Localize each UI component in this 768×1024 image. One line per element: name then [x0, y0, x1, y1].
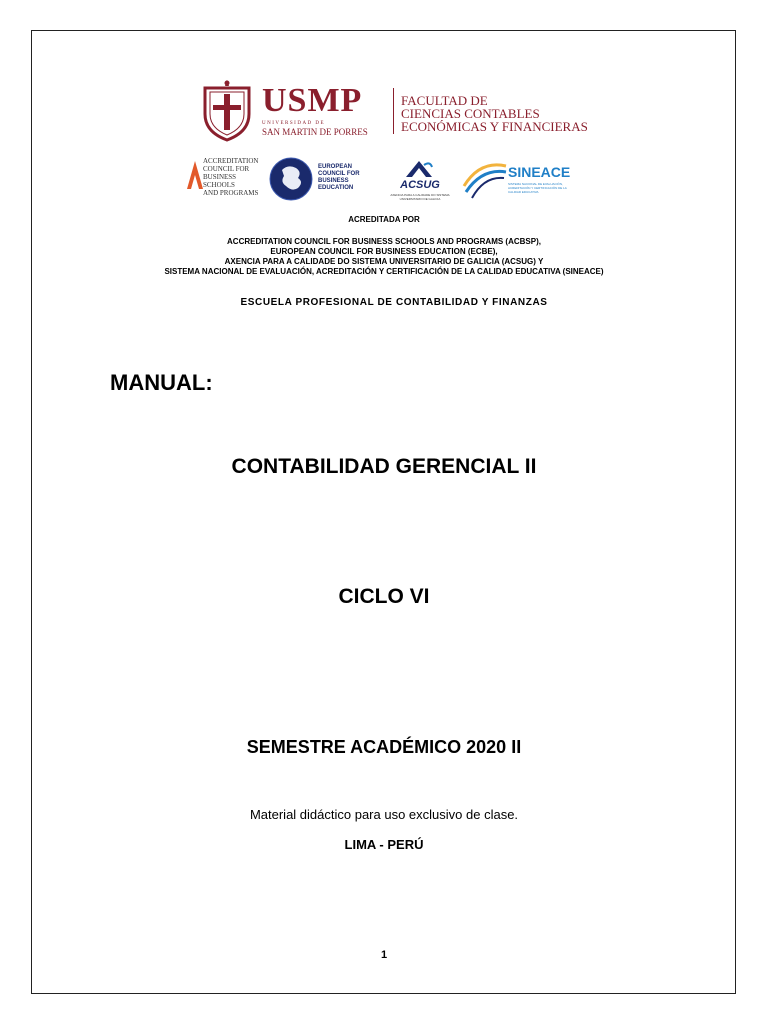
cycle-label: CICLO VI: [338, 585, 430, 608]
faculty-name: FACULTAD DE CIENCIAS CONTABLES ECONÓMICAS Y FINANCIERAS: [401, 93, 588, 134]
accredited-by-heading: ACREDITADA POR: [348, 215, 420, 224]
page-number: 1: [380, 949, 388, 961]
acsug-mark-icon: [404, 159, 434, 179]
school-name: ESCUELA PROFESIONAL DE CONTABILIDAD Y FINANZAS: [240, 297, 548, 308]
ecbe-logo: EUROPEAN COUNCIL FOR BUSINESS EDUCATION: [268, 156, 380, 204]
usmp-logo: [199, 78, 594, 142]
location-label: LIMA - PERÚ: [344, 837, 424, 852]
accreditation-line: AXENCIA PARA A CALIDADE DO SISTEMA UNIVERSITARIO DE GALICIA (ACSUG) Y: [224, 257, 544, 266]
manual-label: MANUAL:: [110, 370, 213, 395]
material-note: Material didáctico para uso exclusivo de clase.: [249, 807, 519, 822]
logo-divider: [393, 88, 394, 134]
usmp-shield-icon: [199, 78, 255, 142]
sineace-logo: SINEACE SISTEMA NACIONAL DE EVALUACIÓN, ACREDITACIÓN Y CERTIFICACIÓN DE LA CALIDAD EDUCATIVA: [460, 156, 580, 204]
course-title: CONTABILIDAD GERENCIAL II: [231, 455, 537, 478]
usmp-wordmark: USMP: [262, 82, 363, 119]
usmp-subtitle: UNIVERSIDAD DE SAN MARTIN DE PORRES: [262, 121, 368, 137]
accreditation-list: [0, 237, 768, 277]
accreditation-logos: [183, 153, 583, 205]
accreditation-line: EUROPEAN COUNCIL FOR BUSINESS EDUCATION (ECBE),: [270, 247, 498, 256]
acbsp-mark-icon: [185, 159, 205, 193]
semester-label: SEMESTRE ACADÉMICO 2020 II: [246, 737, 522, 757]
accreditation-line: SISTEMA NACIONAL DE EVALUACIÓN, ACREDITACIÓN Y CERTIFICACIÓN DE LA CALIDAD EDUCATIVA (SINEACE): [164, 267, 604, 276]
acsug-logo: ACSUG AXENCIA PARA A CALIDADE DO SISTEMA UNIVERSITARIO DE GALICIA: [379, 159, 459, 203]
europe-globe-icon: [268, 156, 314, 202]
accreditation-line: ACCREDITATION COUNCIL FOR BUSINESS SCHOOLS AND PROGRAMS (ACBSP),: [227, 237, 541, 246]
sineace-swoosh-icon: [460, 156, 508, 202]
acbsp-logo: ACCREDITATION COUNCIL FOR BUSINESS SCHOOLS AND PROGRAMS: [183, 153, 267, 205]
